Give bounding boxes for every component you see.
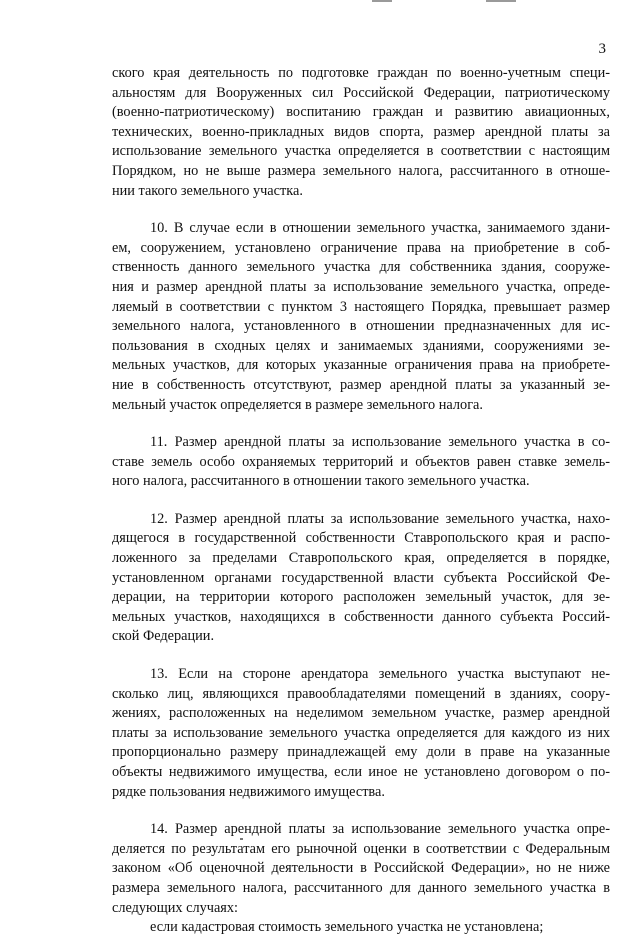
text-line: 12. Размер арендной платы за использование земельного участка, нахо- <box>150 510 610 527</box>
text-line: платы за использование земельного участка определяется для каждого из них <box>112 724 610 741</box>
scan-speck <box>240 838 243 840</box>
text-line: (военно-патриотическому) воспитанию граждан и развитию авиационных, <box>112 104 610 121</box>
paragraph-12 <box>112 510 610 647</box>
text-line: ния и размер арендной платы за использование земельного участка, опреде- <box>112 278 610 295</box>
paragraph-10 <box>112 219 610 415</box>
top-scan-marks <box>0 0 640 6</box>
paragraph-13 <box>112 665 610 802</box>
text-line: сколько лиц, являющихся правообладателями помещений в зданиях, соору- <box>112 685 610 702</box>
text-line: 11. Размер арендной платы за использование земельного участка в со- <box>150 434 610 451</box>
text-line: ской Федерации. <box>112 628 215 645</box>
text-line: альностям для Вооруженных сил Российской Федерации, патриотическому <box>112 84 610 101</box>
text-line: жениях, расположенных на неделимом земельном участке, размер арендной <box>112 705 610 722</box>
text-line: пользования в сходных целях и занимаемых зданиями, сооружениями зе- <box>112 337 610 354</box>
paragraph-14-case-1 <box>112 918 610 938</box>
text-line: размера земельного налога, рассчитанного для данного земельного участка в <box>112 879 610 896</box>
text-line: ние в собственность отсутствуют, размер арендной платы за указанный зе- <box>112 376 610 393</box>
text-line: рядке пользования недвижимого имущества. <box>112 783 385 800</box>
text-line: установленном органами государственной власти субъекта Российской Фе- <box>112 569 610 586</box>
text-line: ского края деятельность по подготовке граждан по военно-учетным специ- <box>112 65 610 81</box>
text-line: ного налога, рассчитанного в отношении такого земельного участка. <box>112 473 530 490</box>
text-line: ложенного за пределами Ставропольского края, определяется в порядке, <box>112 550 610 567</box>
paragraph-14 <box>112 820 610 918</box>
text-line: пропорционально размеру принадлежащей ему доли в праве на указанные <box>112 744 610 761</box>
text-line: деляется по результатам его рыночной оценки в соответствии с Федеральным <box>112 840 610 857</box>
text-line: нии такого земельного участка. <box>112 182 303 199</box>
text-line: если кадастровая стоимость земельного участка не установлена; <box>150 919 544 936</box>
text-line: дящегося в государственной собственности Ставропольского края и распо- <box>112 530 610 547</box>
text-line: следующих случаях: <box>112 899 238 916</box>
text-line: Порядком, но не выше размера земельного налога, рассчитанного в отноше- <box>112 162 610 179</box>
document-body <box>112 64 610 938</box>
text-line: технических, военно-прикладных видов спорта, размер арендной платы за <box>112 123 610 140</box>
paragraph-continuation <box>112 64 610 201</box>
text-line: 14. Размер арендной платы за использование земельного участка опре- <box>150 821 610 838</box>
text-line: ставе земель особо охраняемых территорий и объектов равен ставке земель- <box>112 453 610 470</box>
text-line: 13. Если на стороне арендатора земельного участка выступают не- <box>150 666 610 683</box>
text-line: законом «Об оценочной деятельности в Российской Федерации», но не ниже <box>112 860 610 877</box>
text-line: 10. В случае если в отношении земельного участка, занимаемого здани- <box>150 220 610 237</box>
text-line: использование земельного участка определяется в соответствии с настоящим <box>112 143 610 160</box>
text-line: земельного налога, установленного в отношении предназначенных для ис- <box>112 318 610 335</box>
text-line: объекты недвижимого имущества, если иное не установлено договором о по- <box>112 764 610 780</box>
text-line: мельных участков, для которых указанные ограничения права на приобрете- <box>112 357 610 374</box>
paragraph-11 <box>112 433 610 492</box>
text-line: ем, сооружением, установлено ограничение права на приобретение в соб- <box>112 239 610 256</box>
text-line: ственность данного земельного участка для собственника здания, сооруже- <box>112 259 610 276</box>
text-line: мельный участок определяется в размере земельного налога. <box>112 396 483 413</box>
page-number: 3 <box>598 41 606 57</box>
text-line: ляемый в соответствии с пунктом 3 настоящего Порядка, превышает размер <box>112 298 610 315</box>
text-line: мельных участков, находящихся в собственности данного субъекта Россий- <box>112 608 610 625</box>
text-line: дерации, на территории которого расположен земельный участок, для зе- <box>112 589 610 606</box>
